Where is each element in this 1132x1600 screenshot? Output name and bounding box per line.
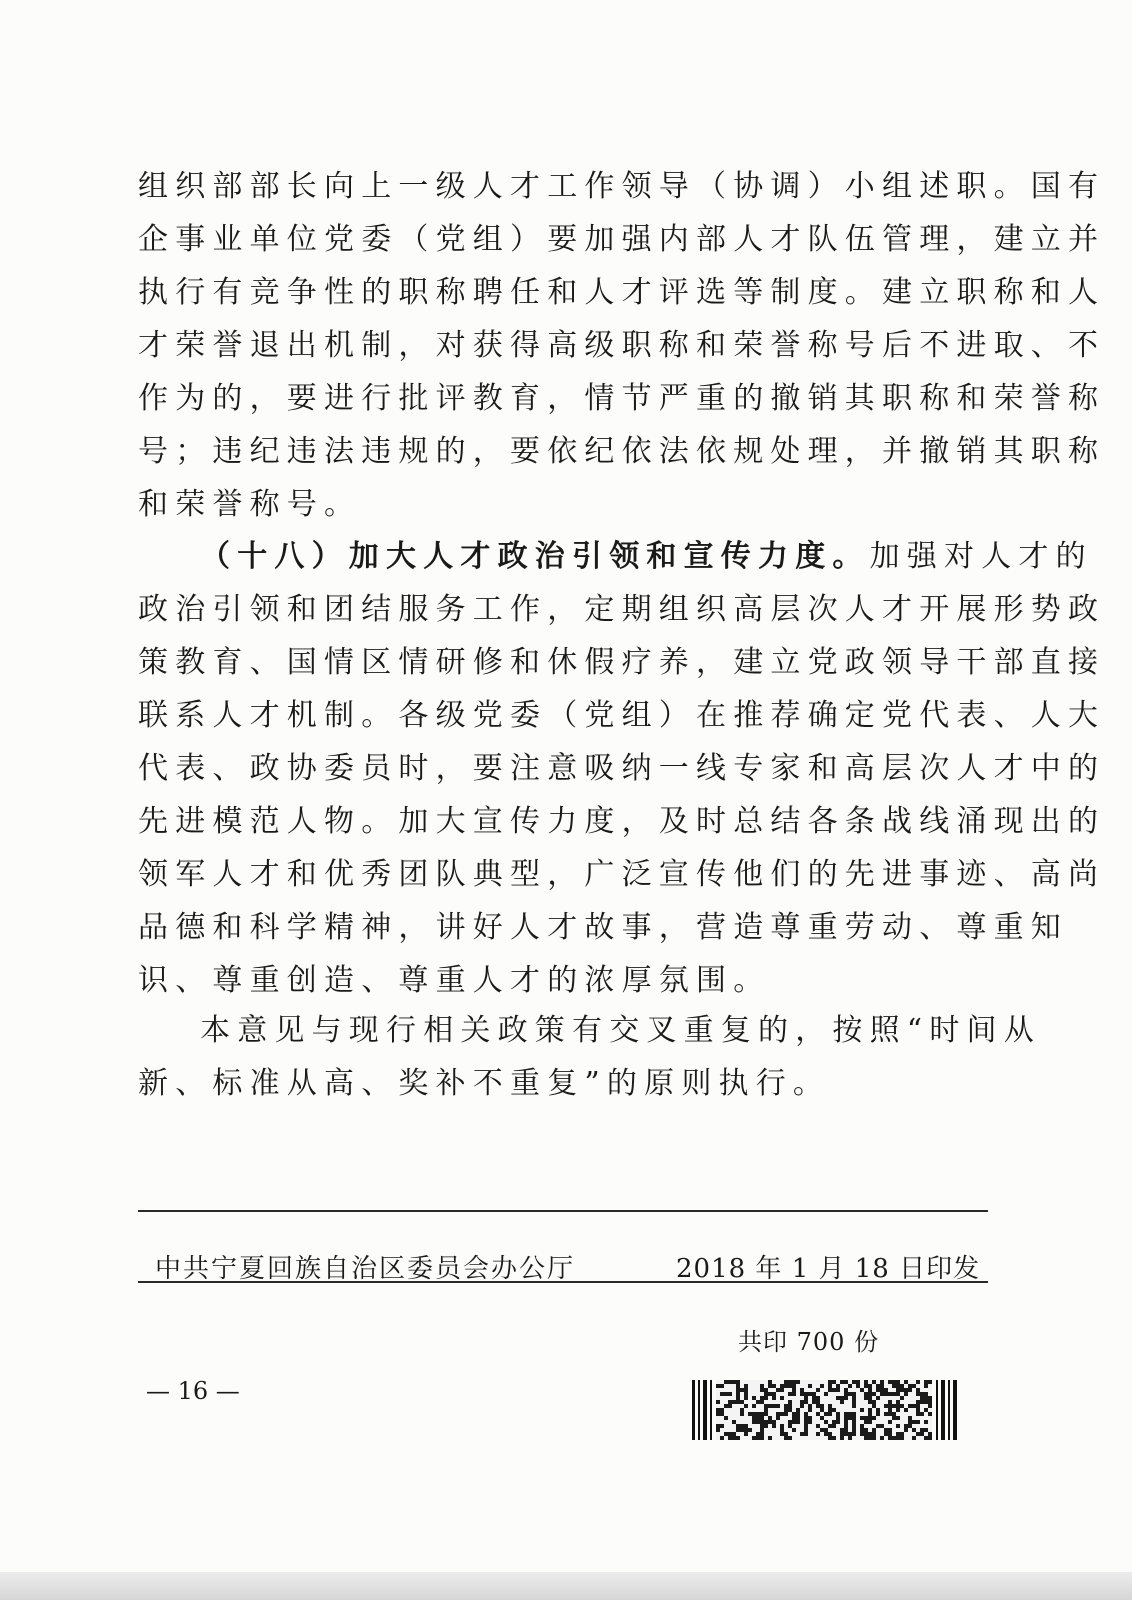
- barcode-image: [692, 1380, 962, 1440]
- text-line: 代表、政协委员时，要注意吸纳一线专家和高层次人才中的: [138, 751, 1106, 786]
- text-line: 品德和科学精神，讲好人才故事，营造尊重劳动、尊重知: [138, 910, 1068, 945]
- footer-bottom-rule: [138, 1281, 988, 1283]
- text-line: 本意见与现行相关政策有交叉重复的，按照“时间从: [200, 1013, 1041, 1048]
- text-line: 联系人才机制。各级党委（党组）在推荐确定党代表、人大: [138, 698, 1106, 733]
- paragraph-1: [138, 160, 1106, 531]
- text-line: 执行有竞争性的职称聘任和人才评选等制度。建立职称和人: [138, 275, 1106, 310]
- paragraph-3: [138, 1004, 1041, 1110]
- section-heading: （十八）加大人才政治引领和宣传力度。: [200, 539, 870, 574]
- text-line: 号；违纪违法违规的，要依纪依法依规处理，并撤销其职称: [138, 434, 1106, 469]
- text-line: 新、标准从高、奖补不重复”的原则执行。: [138, 1066, 831, 1101]
- footer-top-rule: [138, 1210, 988, 1212]
- scan-edge-bar: [0, 1572, 1132, 1600]
- text-line: 企事业单位党委（党组）要加强内部人才队伍管理，建立并: [138, 222, 1106, 257]
- text-line: 先进模范人物。加大宣传力度，及时总结各条战线涌现出的: [138, 804, 1106, 839]
- text-line: 策教育、国情区情研修和休假疗养，建立党政领导干部直接: [138, 645, 1106, 680]
- paragraph-2: [138, 530, 1106, 1007]
- print-count: 共印 700 份: [738, 1328, 880, 1356]
- text-line: 政治引领和团结服务工作，定期组织高层次人才开展形势政: [138, 592, 1106, 627]
- issue-date: 2018 年 1 月 18 日印发: [676, 1254, 981, 1284]
- text-line: 识、尊重创造、尊重人才的浓厚氛围。: [138, 963, 771, 998]
- page-number: — 16 —: [146, 1377, 240, 1405]
- text-line: [138, 530, 1093, 583]
- text-span: 加强对人才的: [869, 539, 1093, 574]
- text-line: 和荣誉称号。: [138, 487, 362, 522]
- issuer-name: 中共宁夏回族自治区委员会办公厅: [155, 1254, 576, 1284]
- text-line: 作为的，要进行批评教育，情节严重的撤销其职称和荣誉称: [138, 381, 1106, 416]
- text-line: 领军人才和优秀团队典型，广泛宣传他们的先进事迹、高尚: [138, 857, 1106, 892]
- text-line: 组织部部长向上一级人才工作领导（协调）小组述职。国有: [138, 169, 1106, 204]
- text-line: 才荣誉退出机制，对获得高级职称和荣誉称号后不进取、不: [138, 328, 1106, 363]
